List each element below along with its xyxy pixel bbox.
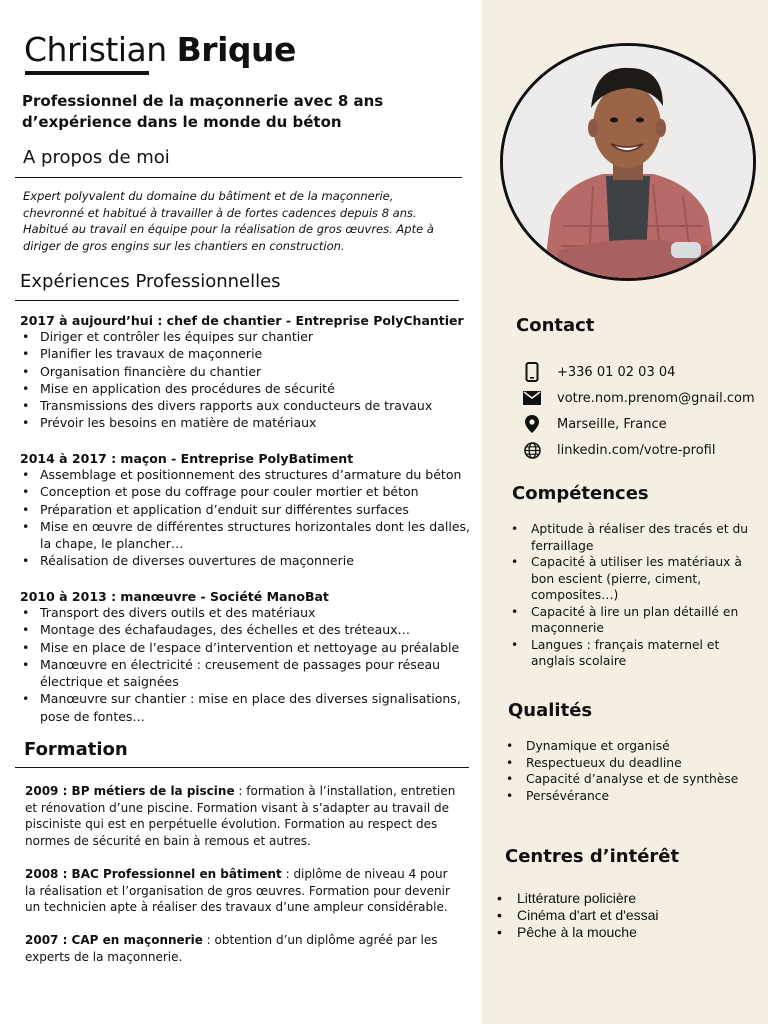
list-item: • Préparation et application d’enduit sur différentes surfaces: [20, 501, 475, 518]
about-rule: [15, 177, 462, 178]
job-block-3: [20, 589, 475, 725]
contact-linkedin: [520, 441, 715, 459]
list-item: • Littérature policière: [497, 890, 747, 907]
list-item: • Transmissions des divers rapports aux conducteurs de travaux: [20, 397, 475, 414]
location-text: Marseille, France: [557, 416, 667, 432]
job-header: 2017 à aujourd’hui : chef de chantier - Entreprise PolyChantier: [20, 313, 464, 328]
list-item: • Aptitude à réaliser des tracés et du ferraillage: [511, 521, 751, 554]
list-item: • Assemblage et positionnement des structures d’armature du béton: [20, 466, 475, 483]
list-item: • Réalisation de diverses ouvertures de maçonnerie: [20, 552, 475, 569]
job-duties-list: [20, 466, 475, 570]
email-text: votre.nom.prenom@gnail.com: [557, 390, 755, 406]
list-item: • Montage des échafaudages, des échelles et des tréteaux…: [20, 621, 475, 638]
formation-rule: [15, 767, 469, 768]
last-name: Brique: [176, 30, 296, 69]
job-block-1: [20, 313, 475, 432]
list-item: • Manœuvre sur chantier : mise en place des diverses signalisations, pose de fontes…: [20, 690, 475, 725]
formation-text: : diplôme de niveau 4 pour la réalisation et l’organisation de gros œuvres. Formation pour devenir un technicien apte à réaliser des travaux d’une ampleur considérable.: [25, 867, 450, 914]
qualities-list: [506, 738, 751, 804]
headline-line-2: d’expérience dans le monde du béton: [22, 113, 342, 131]
list-item: • Diriger et contrôler les équipes sur chantier: [20, 328, 475, 345]
formation-label: 2007 : CAP en maçonnerie: [25, 933, 203, 947]
list-item: • Cinéma d'art et d'essai: [497, 907, 747, 924]
linkedin-text: linkedin.com/votre-profil: [557, 442, 716, 458]
name-underline: [25, 71, 149, 75]
job-header: 2014 à 2017 : maçon - Entreprise PolyBatiment: [20, 451, 354, 466]
experience-rule: [15, 300, 459, 301]
list-item: • Conception et pose du coffrage pour couler mortier et béton: [20, 483, 475, 500]
phone-icon: [520, 363, 544, 381]
profile-photo: [500, 43, 756, 281]
headline: [22, 91, 442, 133]
list-item: • Pêche à la mouche: [497, 924, 747, 941]
interests-list: [497, 890, 747, 941]
list-item: • Dynamique et organisé: [506, 738, 751, 755]
formation-entry-2: [25, 866, 457, 916]
about-text: Expert polyvalent du domaine du bâtiment et de la maçonnerie, chevronné et habitué à travailler à de fortes cadences depuis 8 ans. Habitué au travail en équipe pour la réalisation de gros œuvres. Apte à diriger de gros engins sur les chantiers en construction.: [23, 189, 434, 253]
contact-phone: [520, 363, 675, 381]
headline-line-1: Professionnel de la maçonnerie avec 8 ans: [22, 92, 384, 110]
mail-icon: [520, 389, 544, 407]
list-item: • Capacité à lire un plan détaillé en maçonnerie: [511, 604, 751, 637]
person-portrait-illustration: [503, 46, 753, 278]
candidate-name: [24, 30, 296, 69]
list-item: • Mise en œuvre de différentes structures horizontales dont les dalles, la chape, le plancher…: [20, 518, 475, 553]
list-item: • Manœuvre en électricité : creusement de passages pour réseau électrique et saignées: [20, 656, 475, 691]
formation-entry-3: [25, 932, 457, 965]
list-item: • Persévérance: [506, 788, 751, 805]
location-pin-icon: [520, 415, 544, 433]
job-duties-list: [20, 604, 475, 725]
about-title: A propos de moi: [23, 147, 170, 168]
skills-title: Compétences: [512, 483, 649, 504]
formation-entry-1: [25, 783, 457, 849]
formation-label: 2009 : BP métiers de la piscine: [25, 784, 235, 798]
list-item: • Mise en application des procédures de sécurité: [20, 380, 475, 397]
phone-text: +336 01 02 03 04: [557, 364, 676, 380]
list-item: • Capacité à utiliser les matériaux à bon escient (pierre, ciment, composites…): [511, 554, 751, 604]
contact-title: Contact: [516, 315, 595, 336]
interests-title: Centres d’intérêt: [505, 846, 680, 867]
qualities-title: Qualités: [508, 700, 593, 721]
skills-list: [511, 521, 751, 670]
contact-location: [520, 415, 667, 433]
list-item: • Organisation financière du chantier: [20, 363, 475, 380]
formation-text: : formation à l’installation, entretien et rénovation d’une piscine. Formation visant à s’adapter au travail de pisciniste qui est en perpétuelle évolution. Formation au respect des normes de sécurité en bain à remous et autres.: [25, 784, 456, 848]
job-header: 2010 à 2013 : manœuvre - Société ManoBat: [20, 589, 329, 604]
formation-text: : obtention d’un diplôme agréé par les experts de la maçonnerie.: [25, 933, 438, 964]
list-item: • Mise en place de l’espace d’intervention et nettoyage au préalable: [20, 639, 475, 656]
formation-label: 2008 : BAC Professionnel en bâtiment: [25, 867, 282, 881]
list-item: • Capacité d’analyse et de synthèse: [506, 771, 751, 788]
job-duties-list: [20, 328, 475, 432]
list-item: • Langues : français maternel et anglais scolaire: [511, 637, 751, 670]
first-name: Christian: [24, 30, 167, 69]
list-item: • Prévoir les besoins en matière de matériaux: [20, 414, 475, 431]
list-item: • Transport des divers outils et des matériaux: [20, 604, 475, 621]
experience-title: Expériences Professionnelles: [20, 271, 281, 292]
job-block-2: [20, 451, 475, 570]
formation-title: Formation: [24, 739, 128, 760]
list-item: • Respectueux du deadline: [506, 755, 751, 772]
contact-email: [520, 389, 755, 407]
globe-icon: [520, 441, 544, 459]
list-item: • Planifier les travaux de maçonnerie: [20, 345, 475, 362]
